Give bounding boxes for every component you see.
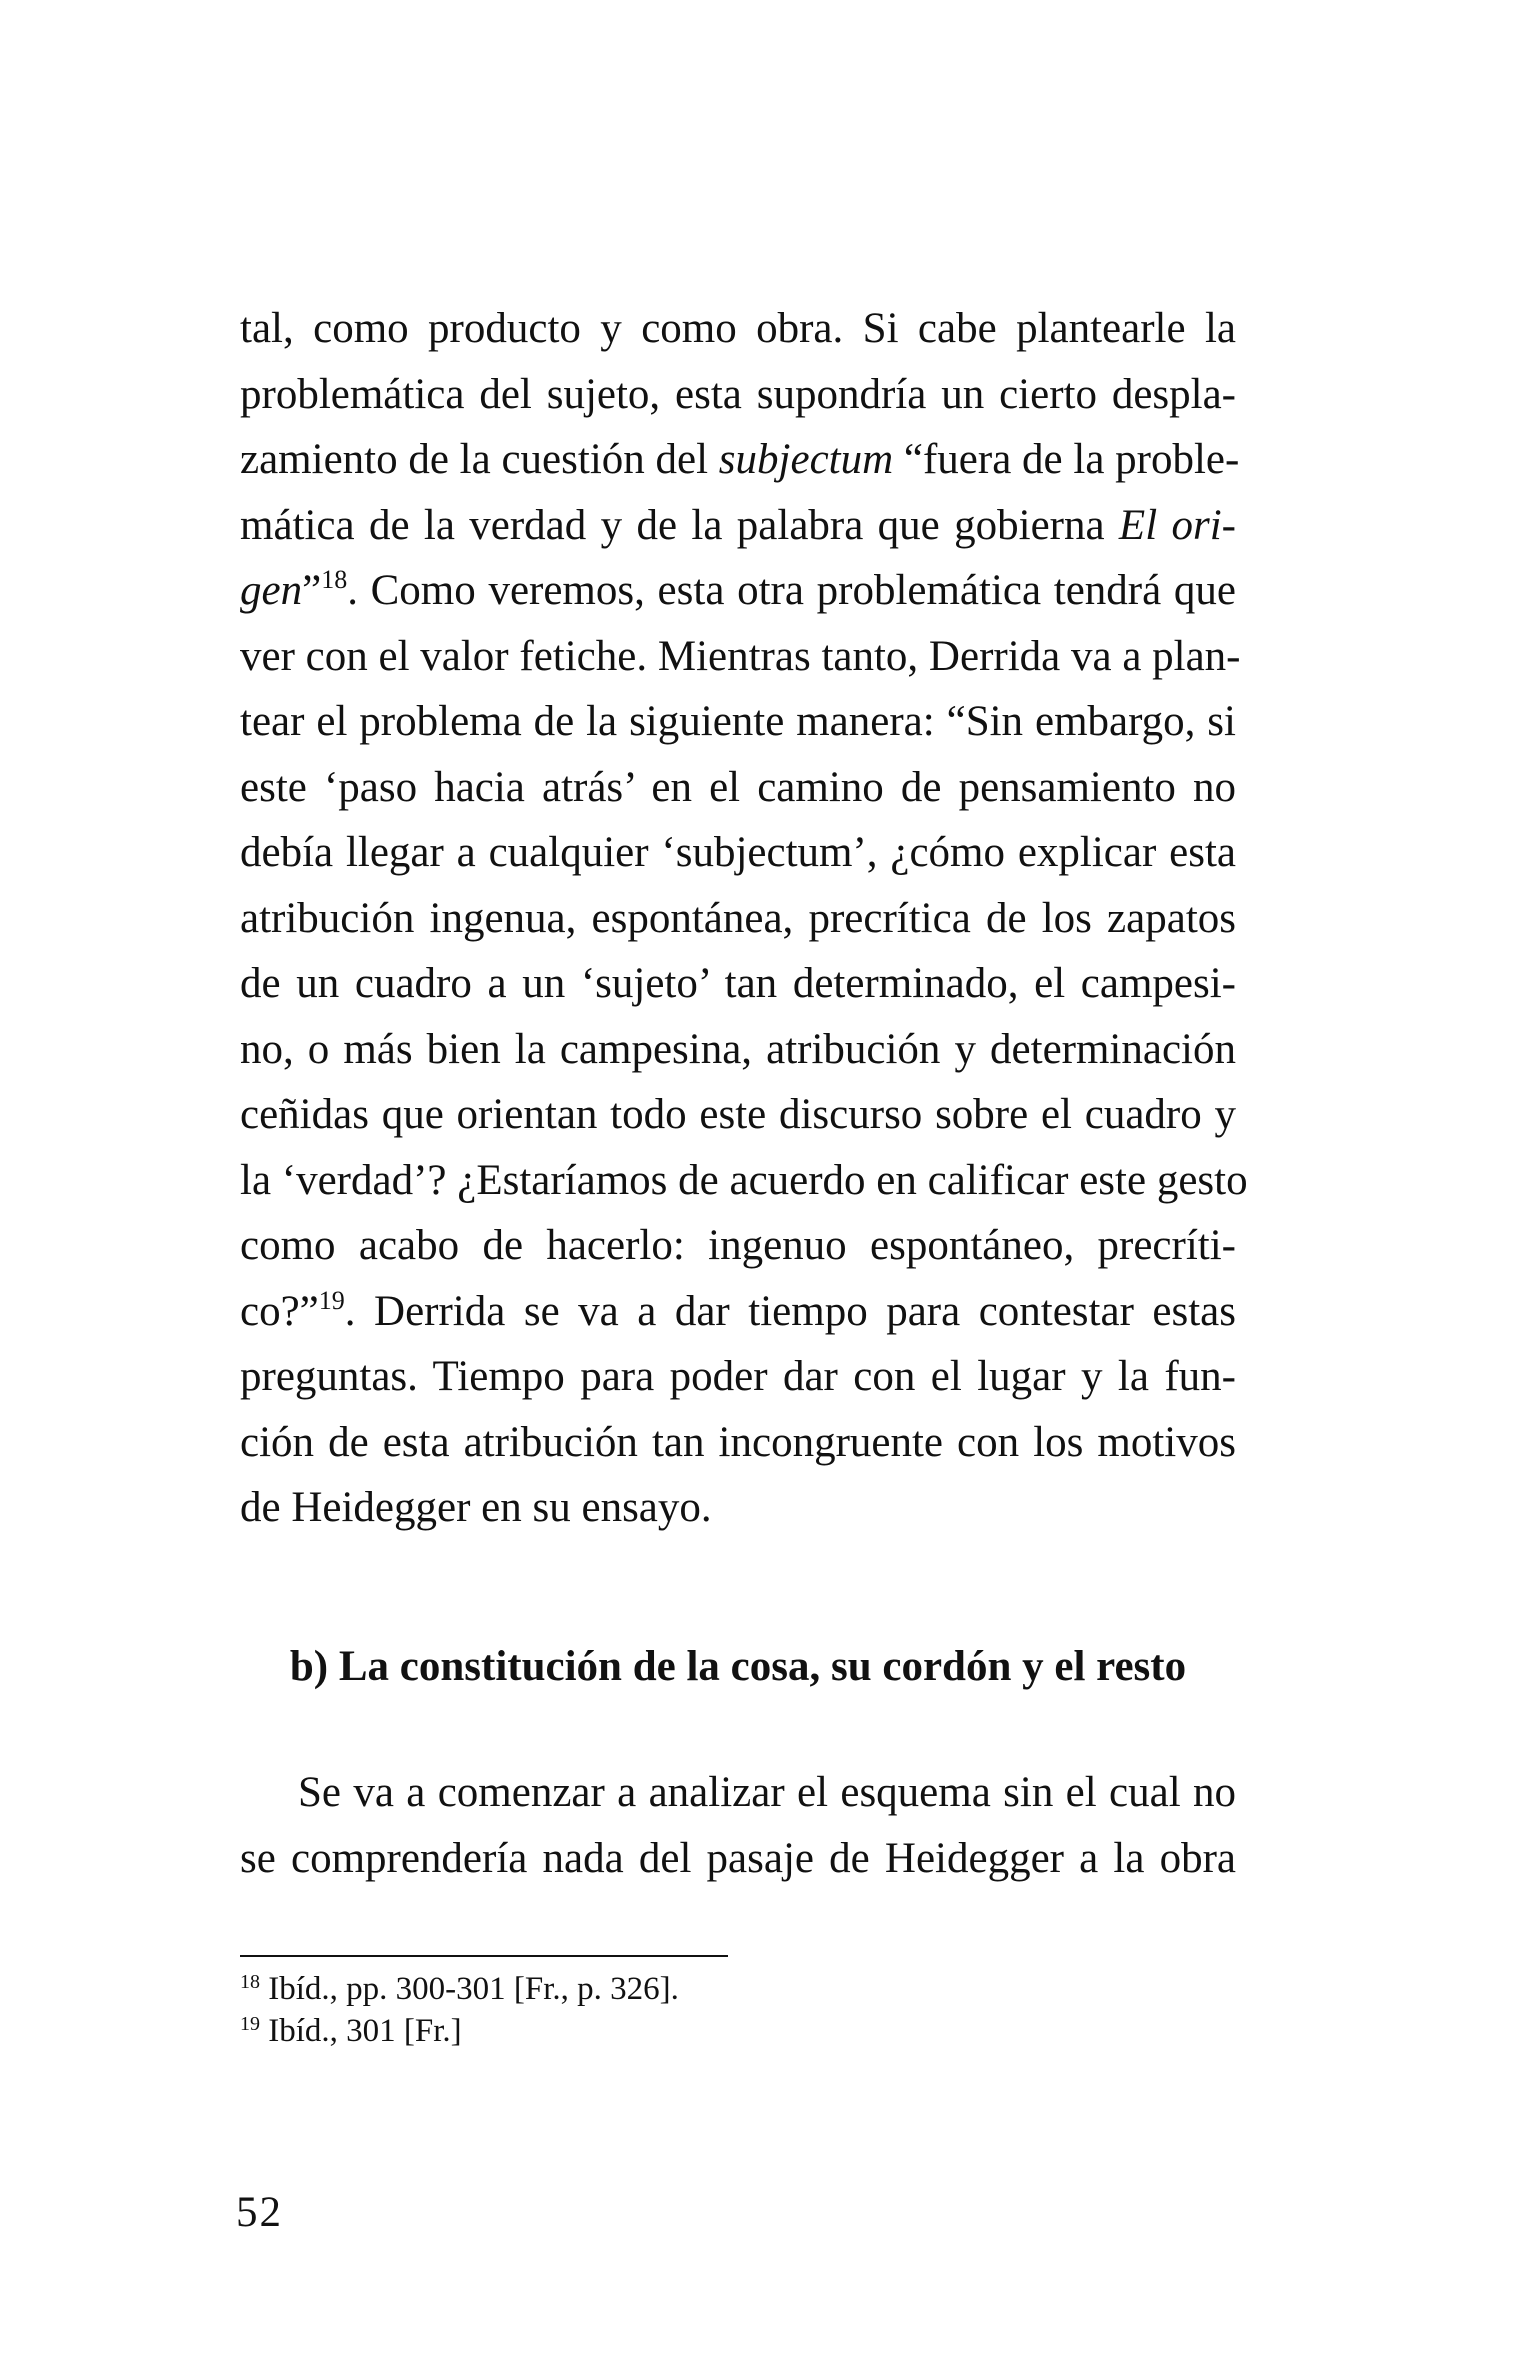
italic-title-el-origen: El ori- bbox=[1118, 501, 1236, 549]
body-paragraph-1 bbox=[240, 296, 1248, 1541]
text-line: tal, como producto y como obra. Si cabe plantearle la bbox=[240, 305, 1236, 352]
text-line: de un cuadro a un ‘sujeto’ tan determinado, el campesi- bbox=[240, 960, 1236, 1007]
text-line: ver con el valor fetiche. Mientras tanto, Derrida va a plan- bbox=[240, 632, 1241, 680]
footnote-ref-18: 18 bbox=[321, 565, 348, 594]
text-line: no, o más bien la campesina, atribución y determinación bbox=[240, 1025, 1236, 1073]
text-line bbox=[240, 427, 1240, 493]
text-line: como acabo de hacerlo: ingenuo espontáneo, precríti- bbox=[240, 1222, 1236, 1269]
text-line: este ‘paso hacia atrás’ en el camino de pensamiento no bbox=[240, 763, 1236, 811]
text-span: . Derrida se va a dar tiempo para contestar estas bbox=[344, 1287, 1236, 1335]
text-line: problemática del sujeto, esta supondría un cierto despla- bbox=[240, 370, 1236, 418]
text-span: co?” bbox=[240, 1287, 319, 1335]
text-span: zamiento de la cuestión del bbox=[240, 436, 719, 483]
text-line: preguntas. Tiempo para poder dar con el lugar y la fun- bbox=[240, 1353, 1236, 1400]
text-span: “fuera de la proble- bbox=[893, 436, 1240, 483]
italic-term-subjectum: subjectum bbox=[718, 436, 894, 483]
text-line bbox=[240, 1279, 1236, 1345]
footnotes bbox=[240, 1968, 1236, 2052]
text-line bbox=[240, 493, 1236, 559]
text-line: debía llegar a cualquier ‘subjectum’, ¿cómo explicar esta bbox=[240, 829, 1236, 876]
text-line: tear el problema de la siguiente manera: “Sin embargo, si bbox=[240, 698, 1236, 745]
section-heading: b) La constitución de la cosa, su cordón y el resto bbox=[289, 1643, 1187, 1690]
text-line: atribución ingenua, espontánea, precrítica de los zapatos bbox=[240, 894, 1236, 942]
footnote-separator bbox=[240, 1955, 728, 1957]
text-span: . Como veremos, esta otra problemática tendrá que bbox=[347, 567, 1236, 614]
footnote-number: 19 bbox=[240, 2013, 260, 2035]
text-span: mática de la verdad y de la palabra que gobierna bbox=[240, 501, 1119, 549]
text-line: la ‘verdad’? ¿Estaríamos de acuerdo en calificar este gesto bbox=[240, 1156, 1248, 1204]
text-line: de Heidegger en su ensayo. bbox=[240, 1484, 712, 1531]
footnote-text: Ibíd., 301 [Fr.] bbox=[260, 2013, 462, 2049]
closing-quote: ” bbox=[302, 567, 322, 614]
footnote-19 bbox=[240, 2010, 1236, 2052]
italic-title-el-origen-cont: gen bbox=[240, 567, 303, 614]
footnote-18 bbox=[240, 1968, 1236, 2010]
footnote-ref-19: 19 bbox=[318, 1285, 345, 1315]
text-line: ceñidas que orientan todo este discurso sobre el cuadro y bbox=[240, 1091, 1236, 1138]
text-line: Se va a comenzar a analizar el esquema sin el cual no bbox=[298, 1769, 1236, 1816]
text-line: se comprendería nada del pasaje de Heidegger a la obra bbox=[240, 1834, 1236, 1882]
footnote-text: Ibíd., pp. 300-301 [Fr., p. 326]. bbox=[260, 1971, 679, 2007]
text-line bbox=[240, 558, 1236, 624]
text-line: ción de esta atribución tan incongruente con los motivos bbox=[240, 1418, 1236, 1466]
footnote-number: 18 bbox=[240, 1971, 260, 1993]
body-paragraph-2 bbox=[240, 1760, 1236, 1891]
page-number: 52 bbox=[236, 2189, 283, 2236]
